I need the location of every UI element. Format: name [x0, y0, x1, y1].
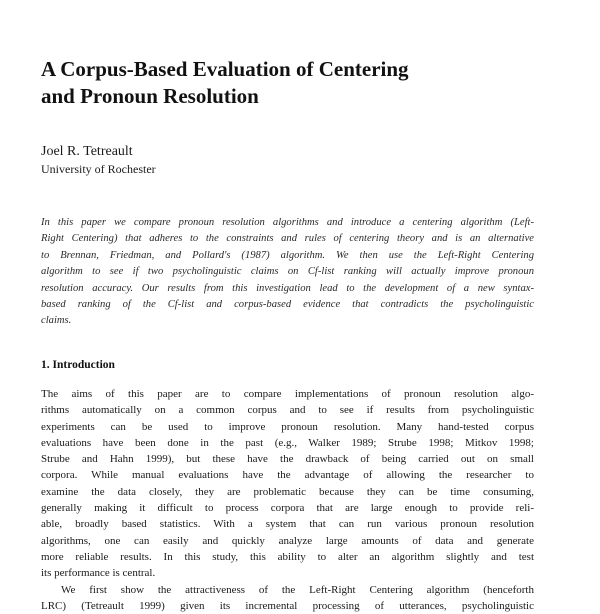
body-line: Strube and Hahn 1999), but these have the drawback of being carried out on small [41, 453, 534, 466]
body-line: evaluations have been done in the past (e.g., Walker 1989; Strube 1998; Mitkov 1998; [41, 436, 534, 449]
body-line: more reliable results. In this study, this ability to alter an algorithm slightly and test [41, 550, 534, 563]
body-line: its performance is central. [41, 567, 156, 580]
body-line: We first show the attractiveness of the Left-Right Centering algorithm (henceforth [61, 583, 534, 596]
abstract [41, 215, 534, 330]
abstract-line: claims. [41, 315, 72, 327]
body-line: The aims of this paper are to compare implementations of pronoun resolution algo- [41, 388, 534, 400]
paper-title [41, 56, 541, 110]
body-line: corpora. While manual evaluations have the advantage of allowing the researcher to [41, 469, 534, 482]
abstract-line: Right Centering) that adheres to the constraints and rules of centering theory and is an alternative [41, 233, 534, 245]
body-line: able, broadly based statistics. With a system that can run various pronoun resolution [41, 518, 534, 531]
abstract-line: to Brennan, Friedman, and Pollard's (1987) algorithm. We then use the Left-Right Centering [41, 249, 534, 261]
body-line: rithms automatically on a common corpus and to see if results from psycholinguistic [41, 404, 534, 417]
title-line: and Pronoun Resolution [41, 84, 259, 108]
body-line: generally making it difficult to process corpora that are large enough to provide reli- [41, 502, 534, 515]
body-line: examine the data closely, they are problematic because they can be time consuming, [41, 485, 534, 498]
author-name: Joel R. Tetreault [41, 144, 133, 159]
abstract-line: In this paper we compare pronoun resolution algorithms and introduce a centering algorithm (Left- [41, 217, 534, 228]
author-affiliation: University of Rochester [41, 162, 156, 176]
title-line: A Corpus-Based Evaluation of Centering [41, 57, 409, 81]
body-line: algorithms, one can easily and quickly analyze large amounts of data and generate [41, 534, 534, 547]
abstract-line: based ranking of the Cf-list and corpus-based evidence that contradicts the psycholinguistic [41, 299, 534, 311]
body-line: LRC) (Tetreault 1999) given its incremental processing of utterances, psycholinguistic [41, 599, 534, 612]
abstract-line: resolution accuracy. Our results from this investigation lead to the development of a new syntax- [41, 282, 534, 294]
introduction-body [41, 386, 534, 614]
body-line: experiments can be used to improve pronoun resolution. Many hand-tested corpus [41, 420, 534, 433]
abstract-line: algorithm to see if two psycholinguistic claims on Cf-list ranking will actually improve pronoun [41, 266, 534, 278]
section-heading: 1. Introduction [41, 359, 115, 371]
